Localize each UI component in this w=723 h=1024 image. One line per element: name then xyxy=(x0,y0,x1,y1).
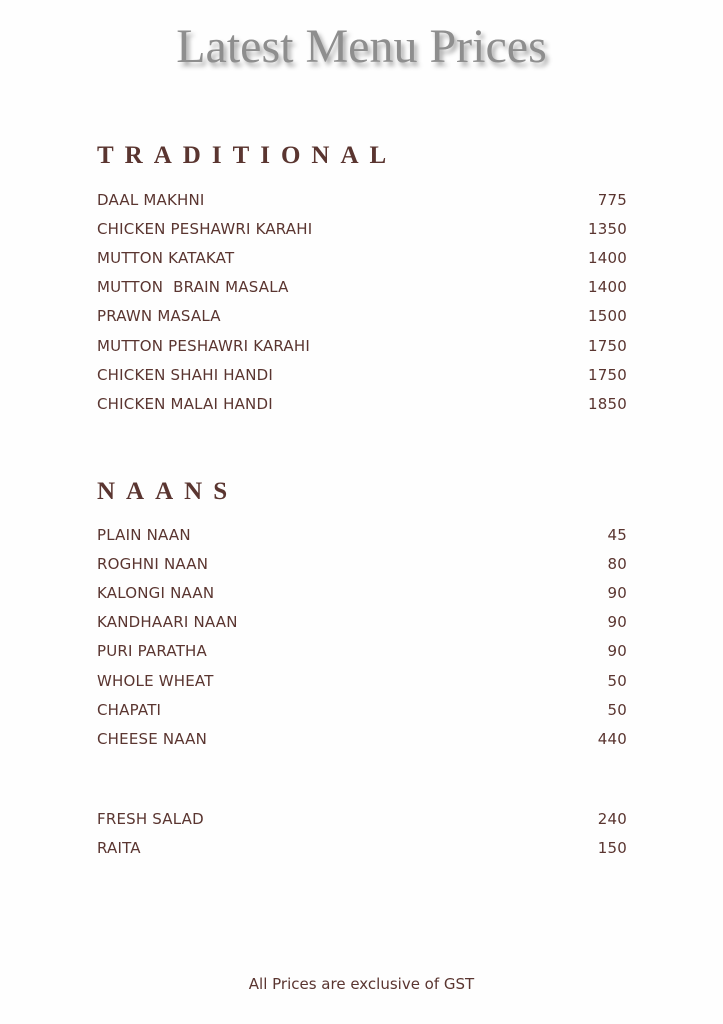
item-name: MUTTON KATAKAT xyxy=(97,248,235,267)
menu-item xyxy=(97,724,627,753)
item-name: CHEESE NAAN xyxy=(97,729,208,748)
item-price: 150 xyxy=(597,838,627,857)
item-price: 1750 xyxy=(588,336,627,355)
item-name: KALONGI NAAN xyxy=(97,583,215,602)
item-name: CHAPATI xyxy=(97,700,162,719)
section-heading-naans: NAANS xyxy=(97,478,239,505)
item-name: WHOLE WHEAT xyxy=(97,671,214,690)
item-name: FRESH SALAD xyxy=(97,809,204,828)
item-name: CHICKEN MALAI HANDI xyxy=(97,394,273,413)
menu-item xyxy=(97,608,627,637)
item-name: PURI PARATHA xyxy=(97,642,208,661)
item-name: ROGHNI NAAN xyxy=(97,554,209,573)
item-name: CHICKEN PESHAWRI KARAHI xyxy=(97,219,313,238)
extras-menu-list xyxy=(97,804,627,862)
menu-item xyxy=(97,302,627,331)
item-name: MUTTON BRAIN MASALA xyxy=(97,278,289,297)
menu-item xyxy=(97,520,627,549)
item-price: 1500 xyxy=(588,307,627,326)
menu-item xyxy=(97,637,627,666)
item-price: 50 xyxy=(607,700,627,719)
footer-note: All Prices are exclusive of GST xyxy=(248,975,475,993)
menu-item xyxy=(97,695,627,724)
menu-item xyxy=(97,214,627,243)
menu-item xyxy=(97,360,627,389)
item-price: 80 xyxy=(607,554,627,573)
menu-item xyxy=(97,273,627,302)
section-heading-traditional: TRADITIONAL xyxy=(97,142,398,169)
item-name: RAITA xyxy=(97,838,141,857)
item-price: 1400 xyxy=(588,278,627,297)
menu-item xyxy=(97,578,627,607)
menu-item xyxy=(97,389,627,418)
menu-item xyxy=(97,243,627,272)
item-name: DAAL MAKHNI xyxy=(97,190,205,209)
item-price: 1750 xyxy=(588,365,627,384)
item-name: MUTTON PESHAWRI KARAHI xyxy=(97,336,311,355)
naans-menu-list xyxy=(97,520,627,754)
menu-item xyxy=(97,549,627,578)
item-price: 1850 xyxy=(588,394,627,413)
item-name: CHICKEN SHAHI HANDI xyxy=(97,365,274,384)
item-name: PRAWN MASALA xyxy=(97,307,221,326)
item-name: PLAIN NAAN xyxy=(97,525,191,544)
item-price: 50 xyxy=(607,671,627,690)
item-price: 90 xyxy=(607,613,627,632)
menu-item xyxy=(97,833,627,862)
menu-item xyxy=(97,804,627,833)
item-price: 240 xyxy=(597,809,627,828)
menu-item xyxy=(97,185,627,214)
item-name: KANDHAARI NAAN xyxy=(97,613,238,632)
item-price: 775 xyxy=(597,190,627,209)
item-price: 45 xyxy=(607,525,627,544)
page-title: Latest Menu Prices xyxy=(176,20,547,73)
menu-item xyxy=(97,666,627,695)
item-price: 90 xyxy=(607,583,627,602)
item-price: 440 xyxy=(597,729,627,748)
item-price: 1350 xyxy=(588,219,627,238)
menu-item xyxy=(97,331,627,360)
item-price: 1400 xyxy=(588,248,627,267)
item-price: 90 xyxy=(607,642,627,661)
traditional-menu-list xyxy=(97,185,627,419)
